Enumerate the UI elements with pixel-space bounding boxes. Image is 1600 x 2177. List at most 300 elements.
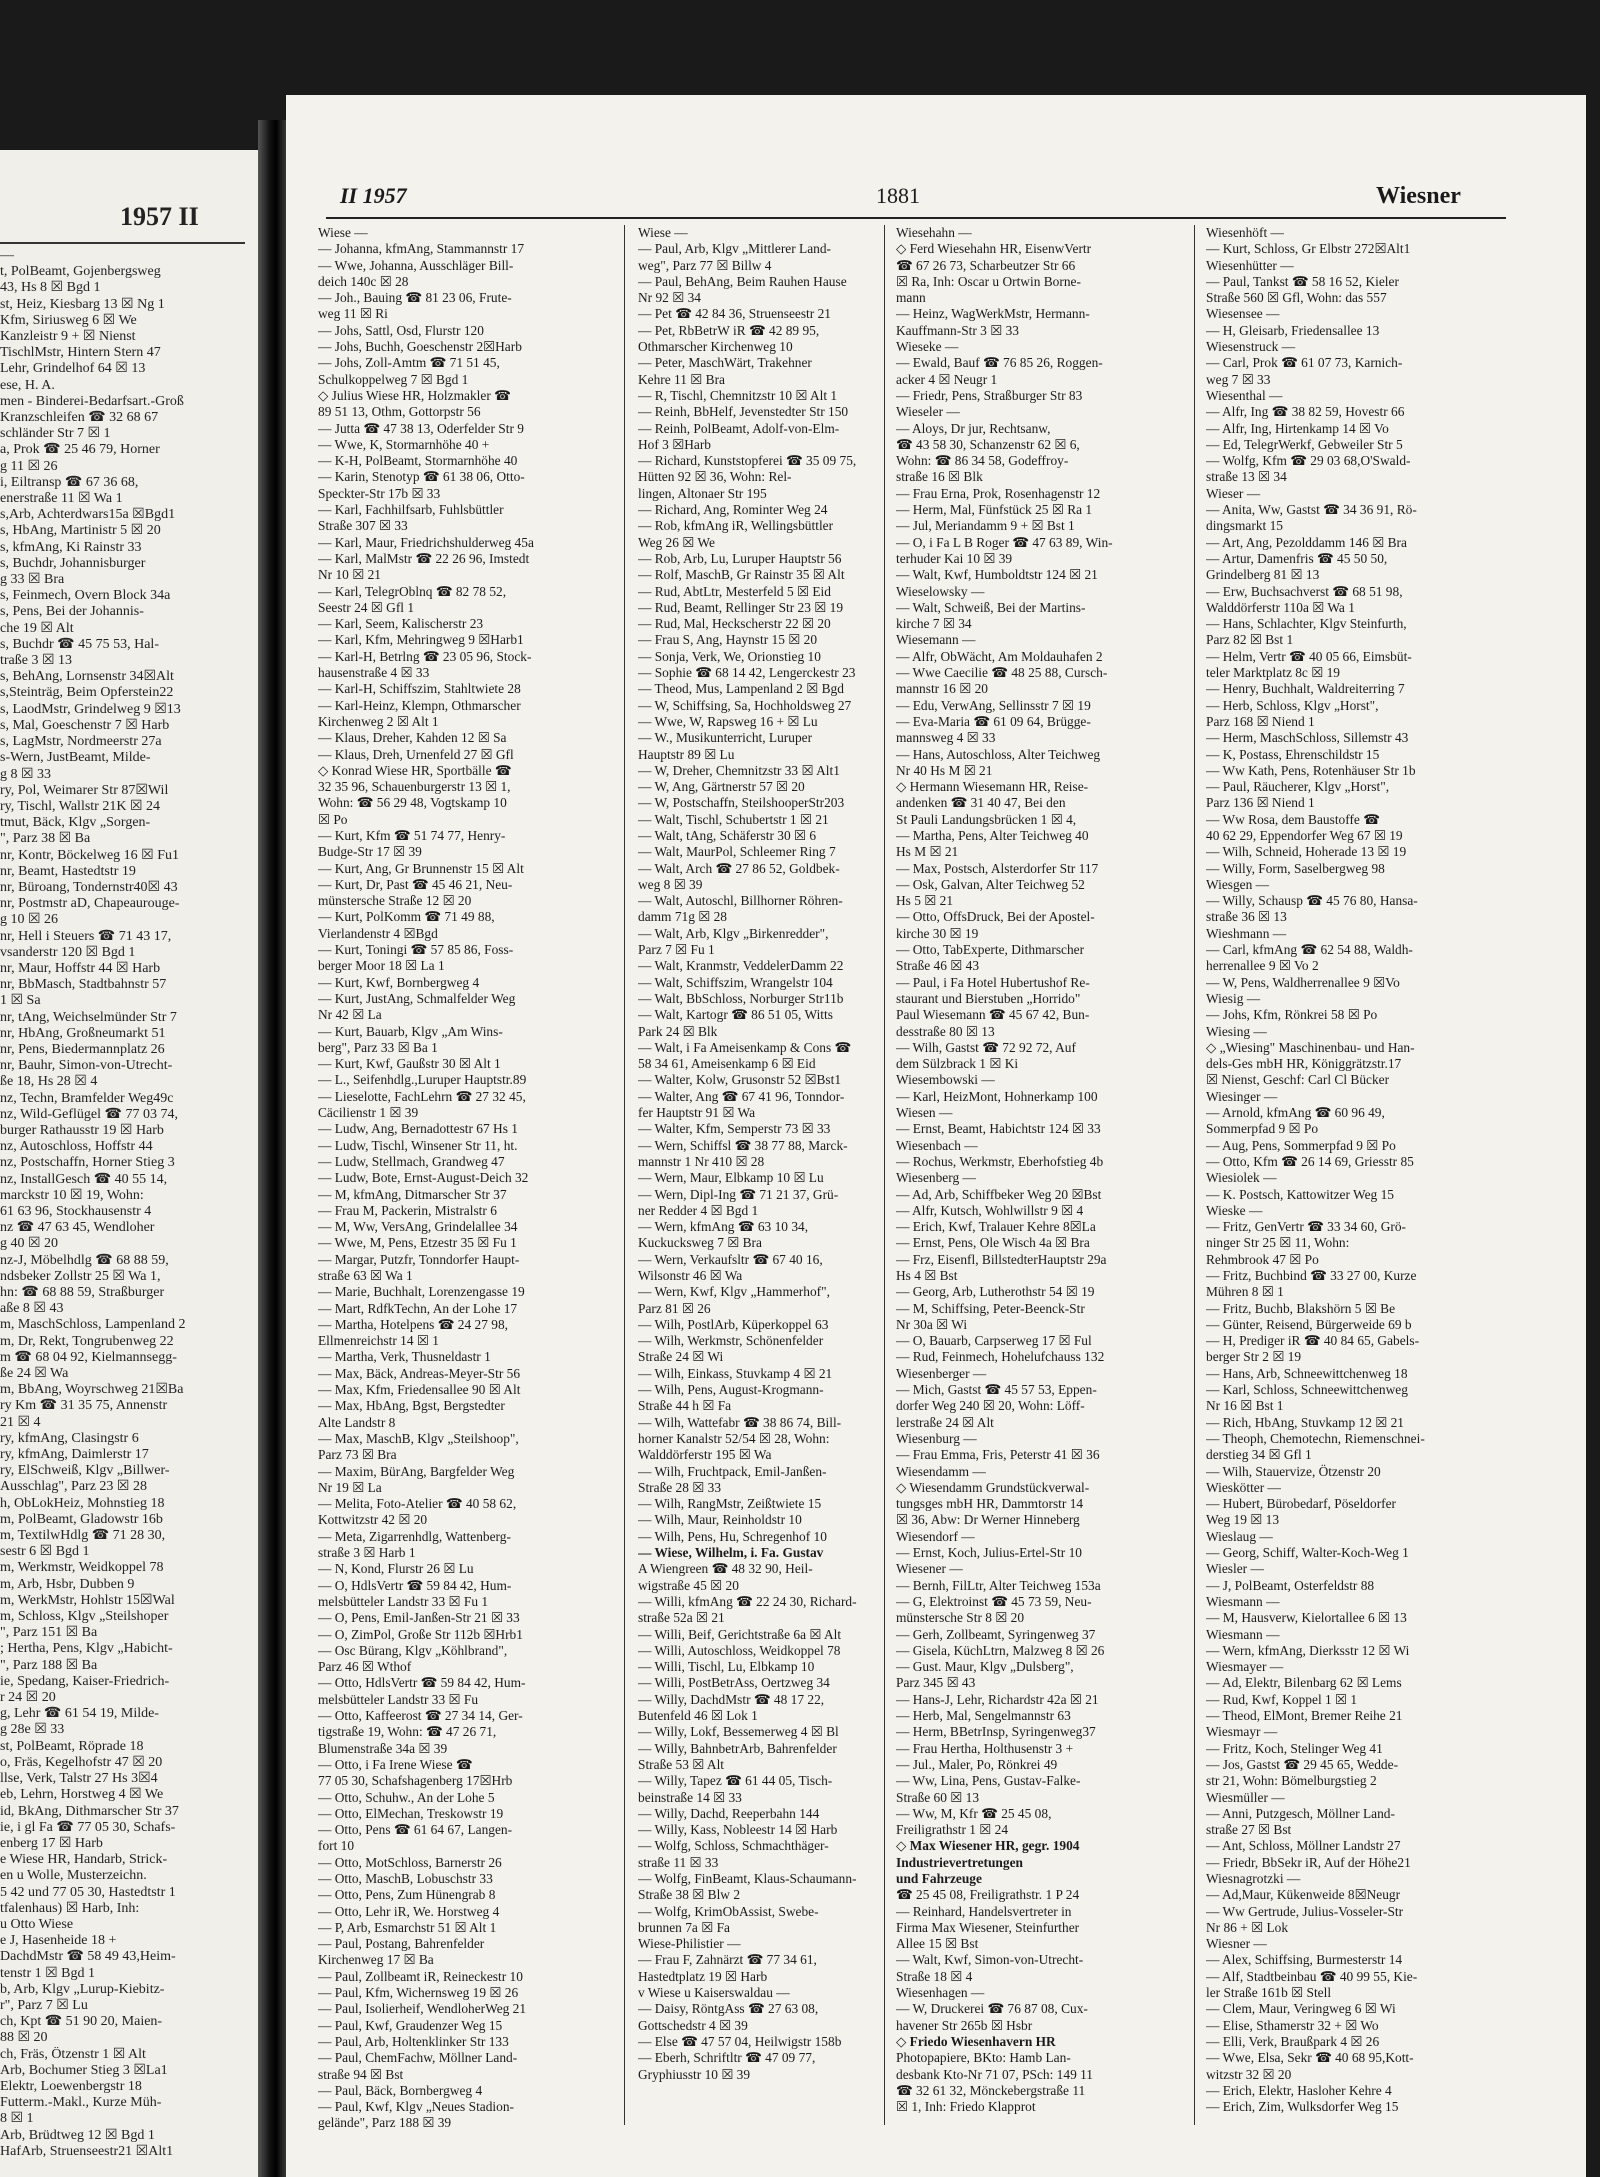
- directory-entry-line: — Rob, kfmAng iR, Wellingsbüttler: [638, 518, 834, 534]
- directory-entry-line: nz, Techn, Bramfelder Weg49c: [0, 1090, 174, 1106]
- directory-entry-line: — Wilh, Gastst ☎ 72 92 72, Auf: [896, 1039, 1076, 1055]
- directory-entry-line: — Ww Rosa, dem Baustoffe ☎: [1206, 811, 1380, 827]
- directory-entry-line: — Ad, Arb, Schiffbeker Weg 20 ☒Bst: [896, 1186, 1102, 1202]
- directory-entry-line: Straße 24 ☒ Wi: [638, 1349, 724, 1365]
- directory-column-3: [896, 225, 1196, 2115]
- directory-entry-line: — Margar, Putzfr, Tonndorfer Haupt-: [318, 1251, 520, 1267]
- left-page: [0, 150, 260, 2177]
- directory-entry-line: Nr 30a ☒ Wi: [896, 1316, 968, 1332]
- directory-entry-line: ☎ 67 26 73, Scharbeutzer Str 66: [896, 257, 1076, 273]
- directory-entry-line: 61 63 96, Stockhausenstr 4: [0, 1203, 152, 1219]
- directory-entry-line: — Walter, Ang ☎ 67 41 96, Tonndor-: [638, 1088, 845, 1104]
- directory-entry-line: — Wern, Kwf, Klgv „Hammerhof",: [638, 1284, 830, 1300]
- directory-entry-line: — Friedr, Pens, Straßburger Str 83: [896, 387, 1083, 403]
- directory-entry-line: — Ad,Maur, Kükenweide 8☒Neugr: [1206, 1887, 1401, 1903]
- directory-entry-line: — Alf, Stadtbeinbau ☎ 40 99 55, Kie-: [1206, 1968, 1418, 1984]
- directory-entry-line: — Willy, Schausp ☎ 45 76 80, Hansa-: [1206, 893, 1418, 909]
- directory-entry-line: — Otto, ElMechan, Treskowstr 19: [318, 1805, 504, 1821]
- directory-entry-line: Straße 46 ☒ 43: [896, 958, 980, 974]
- directory-entry-line: — Alfr, Ing, Hirtenkamp 14 ☒ Vo: [1206, 420, 1389, 436]
- directory-entry-line: — Walt, Kartogr ☎ 86 51 05, Witts: [638, 1007, 833, 1023]
- directory-entry-line: münstersche Str 8 ☒ 20: [896, 1610, 1025, 1626]
- directory-entry-line: — Clem, Maur, Veringweg 6 ☒ Wi: [1206, 2001, 1396, 2017]
- directory-entry-line: — Otto, MaschB, Lobuschstr 33: [318, 1870, 493, 1886]
- directory-entry-line: 77 05 30, Schafshagenberg 17☒Hrb: [318, 1773, 513, 1789]
- directory-entry-line: — Walt, Kranmstr, VeddelerDamm 22: [638, 958, 844, 974]
- directory-entry-line: horner Kanalstr 52/54 ☒ 28, Wohn:: [638, 1430, 830, 1446]
- directory-entry-line: — Otto, Pens ☎ 61 64 67, Langen-: [318, 1822, 513, 1838]
- directory-entry-line: — Heinz, WagWerkMstr, Hermann-: [896, 306, 1090, 322]
- directory-entry-line: s, Pens, Bei der Johannis-: [0, 604, 144, 620]
- directory-entry-line: Straße 307 ☒ 33: [318, 518, 408, 534]
- directory-entry-line: — Klaus, Dreh, Urnenfeld 27 ☒ Gfl: [318, 746, 514, 762]
- directory-entry-line: — Paul, ChemFachw, Möllner Land-: [318, 2050, 518, 2066]
- directory-entry-line: ◇ Ferd Wiesehahn HR, EisenwVertr: [896, 241, 1092, 257]
- directory-entry-line: s, LaodMstr, Grindelweg 9 ☒13: [0, 701, 181, 717]
- directory-entry-line: s,Steinträg, Beim Opferstein22: [0, 685, 174, 701]
- directory-entry-line: — Maxim, BürAng, Bargfelder Weg: [318, 1463, 515, 1479]
- directory-entry-line: — M, Hausverw, Kielortallee 6 ☒ 13: [1206, 1610, 1407, 1626]
- directory-entry-line: — Marie, Buchhalt, Lorenzengasse 19: [318, 1284, 525, 1300]
- directory-entry-line: — Rich, HbAng, Stuvkamp 12 ☒ 21: [1206, 1414, 1404, 1430]
- directory-entry-line: — Johs, Buchh, Goeschenstr 2☒Harb: [318, 339, 522, 355]
- directory-entry-line: traße 3 ☒ 13: [0, 653, 73, 669]
- directory-entry-line: — Alfr, ObWächt, Am Moldauhafen 2: [896, 648, 1103, 664]
- directory-entry-line: h, ObLokHeiz, Mohnstieg 18: [0, 1495, 165, 1511]
- directory-entry-line: — G, Elektroinst ☎ 45 73 59, Neu-: [896, 1593, 1092, 1609]
- directory-entry-line: — Wilh, Werkmstr, Schönenfelder: [638, 1333, 824, 1349]
- directory-entry-line: — Walt, Kwf, Simon-von-Utrecht-: [896, 1952, 1084, 1968]
- directory-entry-line: ", Parz 38 ☒ Ba: [0, 831, 91, 847]
- directory-entry-line: — Paul, Bäck, Bornbergweg 4: [318, 2082, 483, 2098]
- directory-entry-line: Parz 136 ☒ Niend 1: [1206, 795, 1315, 811]
- directory-entry-line: i, Eiltransp ☎ 67 36 68,: [0, 474, 139, 490]
- directory-entry-line: — Paul, Arb, Holtenklinker Str 133: [318, 2033, 509, 2049]
- directory-entry-line: — Martha, Pens, Alter Teichweg 40: [896, 827, 1089, 843]
- directory-entry-line: — Wiese, Wilhelm, i. Fa. Gustav: [638, 1545, 824, 1561]
- directory-entry-line: — Eva-Maria ☎ 61 09 64, Brügge-: [896, 713, 1091, 729]
- directory-entry-line: herrenallee 9 ☒ Vo 2: [1206, 958, 1319, 974]
- directory-entry-line: Wiesmüller —: [1206, 1789, 1285, 1805]
- directory-entry-line: hausenstraße 4 ☒ 33: [318, 665, 430, 681]
- directory-entry-line: weg 11 ☒ Ri: [318, 306, 388, 322]
- directory-column-2: [638, 225, 938, 2083]
- directory-entry-line: Parz 46 ☒ Wthof: [318, 1659, 412, 1675]
- directory-entry-line: 88 ☒ 20: [0, 2030, 48, 2046]
- directory-entry-line: ☒ 1, Inh: Friedo Klapprot: [896, 2099, 1036, 2115]
- directory-entry-line: — Ludw, Bote, Ernst-August-Deich 32: [318, 1170, 529, 1186]
- directory-entry-line: — N, Kond, Flurstr 26 ☒ Lu: [318, 1561, 474, 1577]
- directory-entry-line: terhuder Kai 10 ☒ 39: [896, 550, 1013, 566]
- directory-entry-line: — Wilh, Wattefabr ☎ 38 86 74, Bill-: [638, 1414, 842, 1430]
- directory-entry-line: e J, Hasenheide 18 +: [0, 1933, 117, 1949]
- directory-entry-line: — P, Arb, Esmarchstr 51 ☒ Alt 1: [318, 1919, 497, 1935]
- directory-entry-line: ☒ 36, Abw: Dr Werner Hinneberg: [896, 1512, 1080, 1528]
- directory-entry-line: g 28e ☒ 33: [0, 1722, 65, 1738]
- directory-entry-line: Nr 42 ☒ La: [318, 1007, 382, 1023]
- directory-entry-line: — Wern, Schiffsl ☎ 38 77 88, Marck-: [638, 1137, 848, 1153]
- directory-entry-line: — Wern, Maur, Elbkamp 10 ☒ Lu: [638, 1170, 824, 1186]
- directory-entry-line: — Paul, i Fa Hotel Hubertushof Re-: [896, 974, 1090, 990]
- directory-entry-line: Mühren 8 ☒ 1: [1206, 1284, 1284, 1300]
- directory-entry-line: — Paul, Kwf, Klgv „Neues Stadion-: [318, 2099, 514, 2115]
- directory-entry-line: — Ludw, Ang, Bernadottestr 67 Hs 1: [318, 1121, 518, 1137]
- directory-entry-line: — Herb, Schloss, Klgv „Horst",: [1206, 697, 1379, 713]
- directory-entry-line: und Fahrzeuge: [896, 1870, 982, 1886]
- directory-entry-line: — Gisela, KüchLtrn, Malzweg 8 ☒ 26: [896, 1642, 1105, 1658]
- directory-entry-line: DachdMstr ☎ 58 49 43,Heim-: [0, 1949, 176, 1965]
- directory-entry-line: berger Str 2 ☒ 19: [1206, 1349, 1302, 1365]
- directory-entry-line: enberg 17 ☒ Harb: [0, 1835, 103, 1851]
- directory-entry-line: staurant und Bierstuben „Horrido": [896, 990, 1081, 1006]
- directory-entry-line: men - Binderei-Bedarfsart.-Groß: [0, 393, 184, 409]
- book-gutter: [258, 120, 288, 2177]
- directory-entry-line: Parz 7 ☒ Fu 1: [638, 942, 715, 958]
- directory-entry-line: — Willy, Tapez ☎ 61 44 05, Tisch-: [638, 1773, 833, 1789]
- directory-entry-line: — Otto, Pens, Zum Hünengrab 8: [318, 1887, 496, 1903]
- directory-entry-line: desstraße 80 ☒ 13: [896, 1023, 995, 1039]
- directory-entry-line: — Frau Erna, Prok, Rosenhagenstr 12: [896, 485, 1101, 501]
- directory-entry-line: Kehre 11 ☒ Bra: [638, 371, 725, 387]
- directory-entry-line: nr, Maur, Hoffstr 44 ☒ Harb: [0, 960, 161, 976]
- directory-entry-line: — H, Gleisarb, Friedensallee 13: [1206, 322, 1380, 338]
- directory-entry-line: ; Hertha, Pens, Klgv „Habicht-: [0, 1641, 173, 1657]
- directory-entry-line: — Elise, Sthamerstr 32 + ☒ Wo: [1206, 2017, 1379, 2033]
- directory-entry-line: ◇ Konrad Wiese HR, Sportbälle ☎: [318, 762, 512, 778]
- directory-entry-line: g 11 ☒ 26: [0, 458, 58, 474]
- directory-entry-line: — Sonja, Verk, We, Orionstieg 10: [638, 648, 821, 664]
- directory-entry-line: g, Lehr ☎ 61 54 19, Milde-: [0, 1706, 159, 1722]
- directory-entry-line: e Wiese HR, Handarb, Strick-: [0, 1852, 168, 1868]
- directory-entry-line: mann: [896, 290, 926, 306]
- directory-entry-line: Hs 5 ☒ 21: [896, 893, 954, 909]
- directory-entry-line: Kottwitzstr 42 ☒ 20: [318, 1512, 428, 1528]
- left-page-header: 1957 II: [120, 202, 199, 231]
- directory-entry-line: — Alex, Schiffsing, Burmesterstr 14: [1206, 1952, 1403, 1968]
- directory-entry-line: straße 16 ☒ Blk: [896, 469, 983, 485]
- directory-entry-line: — Theod, Mus, Lampenland 2 ☒ Bgd: [638, 681, 844, 697]
- directory-entry-line: — Karl-H, Schiffszim, Stahltwiete 28: [318, 681, 521, 697]
- directory-entry-line: Straße 53 ☒ Alt: [638, 1756, 725, 1772]
- directory-entry-line: llse, Verk, Talstr 27 Hs 3☒4: [0, 1771, 158, 1787]
- directory-entry-line: — Ww Kath, Pens, Rotenhäuser Str 1b: [1206, 762, 1416, 778]
- directory-entry-line: Hs 4 ☒ Bst: [896, 1268, 958, 1283]
- directory-entry-line: — Willy, Form, Saselbergweg 98: [1206, 860, 1385, 876]
- directory-entry-line: u Otto Wiese: [0, 1916, 74, 1932]
- directory-entry-line: Kuckucksweg 7 ☒ Bra: [638, 1235, 762, 1251]
- directory-entry-line: — Fritz, Buchb, Blakshörn 5 ☒ Be: [1206, 1300, 1396, 1316]
- directory-entry-line: ☎ 32 61 32, Mönckebergstraße 11: [896, 2082, 1086, 2098]
- directory-entry-line: v Wiese u Kaiserswaldau —: [638, 1985, 790, 2001]
- directory-entry-line: nr, Bauhr, Simon-von-Utrecht-: [0, 1058, 173, 1074]
- directory-entry-line: — Paul, Arb, Klgv „Mittlerer Land-: [638, 241, 832, 257]
- directory-entry-line: gelände", Parz 188 ☒ 39: [318, 2115, 452, 2131]
- directory-entry-line: Wiesiolek —: [1206, 1170, 1277, 1186]
- directory-entry-line: — Anni, Putzgesch, Möllner Land-: [1206, 1805, 1395, 1821]
- directory-entry-line: — Rud, Kwf, Koppel 1 ☒ 1: [1206, 1691, 1358, 1707]
- directory-entry-line: — O, Bauarb, Carpserweg 17 ☒ Ful: [896, 1333, 1092, 1349]
- directory-entry-line: Hs M ☒ 21: [896, 844, 959, 860]
- directory-entry-line: — Willi, PostBetrAss, Oertzweg 34: [638, 1675, 830, 1691]
- directory-entry-line: — Ernst, Koch, Julius-Ertel-Str 10: [896, 1545, 1082, 1561]
- directory-entry-line: — Karl, MalMstr ☎ 22 26 96, Imstedt: [318, 550, 530, 566]
- directory-entry-line: deich 140c ☒ 28: [318, 273, 409, 289]
- directory-entry-line: — Mich, Gastst ☎ 45 57 53, Eppen-: [896, 1382, 1097, 1398]
- directory-entry-line: ◇ Julius Wiese HR, Holzmakler ☎: [318, 387, 511, 403]
- directory-entry-line: Wiesenburg —: [896, 1430, 977, 1446]
- directory-entry-line: — Sophie ☎ 68 14 42, Lengerckestr 23: [638, 665, 856, 681]
- directory-entry-line: Lehr, Grindelhof 64 ☒ 13: [0, 361, 146, 377]
- directory-entry-line: ry, kfmAng, Clasingstr 6: [0, 1430, 139, 1446]
- directory-entry-line: — Ww, Lina, Pens, Gustav-Falke-: [896, 1773, 1081, 1789]
- directory-entry-line: Wiesner —: [1206, 1936, 1267, 1952]
- directory-entry-line: havener Str 265b ☒ Hsbr: [896, 2017, 1033, 2033]
- directory-entry-line: str 21, Wohn: Bömelburgstieg 2: [1206, 1773, 1377, 1789]
- directory-entry-line: s, Feinmech, Overn Block 34a: [0, 588, 171, 604]
- directory-entry-line: derstieg 34 ☒ Gfl 1: [1206, 1447, 1312, 1463]
- directory-entry-line: 43, Hs 8 ☒ Bgd 1: [0, 280, 101, 296]
- directory-entry-line: — Frau S, Ang, Haynstr 15 ☒ 20: [638, 632, 818, 648]
- directory-entry-line: — Walt, Arb, Klgv „Birkenredder",: [638, 925, 829, 941]
- column-divider: [884, 225, 885, 2125]
- directory-entry-line: — Wwe, Elsa, Sekr ☎ 40 68 95,Kott-: [1206, 2050, 1414, 2066]
- directory-entry-line: — Wwe, W, Rapsweg 16 + ☒ Lu: [638, 713, 818, 729]
- directory-entry-line: Wieshmann —: [1206, 925, 1287, 941]
- directory-entry-line: — Walt, i Fa Ameisenkamp & Cons ☎: [638, 1039, 852, 1055]
- directory-entry-line: — Wilh, Pens, Hu, Schregenhof 10: [638, 1528, 827, 1544]
- directory-entry-line: — Wwe Caecilie ☎ 48 25 88, Cursch-: [896, 665, 1108, 681]
- directory-entry-line: straße 3 ☒ Harb 1: [318, 1545, 416, 1561]
- directory-entry-line: — Walt, BbSchloss, Norburger Str11b: [638, 990, 844, 1006]
- directory-entry-line: ie, Spedang, Kaiser-Friedrich-: [0, 1673, 170, 1689]
- directory-entry-line: Futterm.-Makl., Kurze Müh-: [0, 2095, 162, 2111]
- directory-entry-line: st, PolBeamt, Röprade 18: [0, 1738, 144, 1754]
- directory-entry-line: — K. Postsch, Kattowitzer Weg 15: [1206, 1186, 1394, 1202]
- directory-entry-line: — Walt, Tischl, Schubertstr 1 ☒ 21: [638, 811, 829, 827]
- directory-entry-line: Parz 73 ☒ Bra: [318, 1447, 397, 1463]
- directory-entry-line: nr, Hell i Steuers ☎ 71 43 17,: [0, 928, 172, 944]
- directory-entry-line: — Wolfg, Schloss, Schmachthäger-: [638, 1838, 829, 1854]
- directory-entry-line: id, BkAng, Dithmarscher Str 37: [0, 1803, 179, 1819]
- directory-entry-line: — Jul., Maler, Po, Rönkrei 49: [896, 1756, 1058, 1772]
- directory-entry-line: — Otto, i Fa Irene Wiese ☎: [318, 1756, 473, 1772]
- directory-entry-line: — Paul, Tankst ☎ 58 16 52, Kieler: [1206, 273, 1399, 289]
- directory-entry-line: —: [0, 248, 14, 263]
- directory-entry-line: — Karl-Heinz, Klempn, Othmarscher: [318, 697, 521, 713]
- directory-entry-line: — Walt, Schiffszim, Wrangelstr 104: [638, 974, 833, 990]
- directory-entry-line: s-Wern, JustBeamt, Milde-: [0, 750, 151, 766]
- directory-entry-line: ", Parz 188 ☒ Ba: [0, 1657, 98, 1673]
- directory-entry-line: tigstraße 19, Wohn: ☎ 47 26 71,: [318, 1724, 497, 1740]
- directory-entry-line: — Wolfg, KrimObAssist, Swebe-: [638, 1903, 819, 1919]
- directory-entry-line: lingen, Altonaer Str 195: [638, 485, 767, 501]
- directory-entry-line: — Kurt, Kwf, Bornbergweg 4: [318, 974, 480, 990]
- directory-entry-line: Wiesmann —: [1206, 1626, 1280, 1642]
- directory-entry-line: — Rud, Mal, Heckscherstr 22 ☒ 20: [638, 616, 831, 632]
- directory-entry-line: — Otto, HdlsVertr ☎ 59 84 42, Hum-: [318, 1675, 526, 1691]
- directory-entry-line: Hastedtplatz 19 ☒ Harb: [638, 1968, 768, 1984]
- directory-entry-line: nr, Pens, Biedermannplatz 26: [0, 1041, 165, 1057]
- directory-entry-line: a, Prok ☎ 25 46 79, Horner: [0, 442, 160, 458]
- directory-entry-line: Kranzschleifen ☎ 32 68 67: [0, 410, 159, 426]
- directory-entry-line: — Frau Hertha, Holthusenstr 3 +: [896, 1740, 1074, 1756]
- directory-entry-line: — Otto, Kaffeerost ☎ 27 34 14, Ger-: [318, 1708, 523, 1724]
- directory-entry-line: — Otto, Lehr iR, We. Horstweg 4: [318, 1903, 500, 1919]
- directory-entry-line: ", Parz 151 ☒ Ba: [0, 1625, 98, 1641]
- directory-entry-line: — Wilh, Pens, August-Krogmann-: [638, 1382, 824, 1398]
- page-number: 1881: [876, 183, 920, 208]
- directory-entry-line: — Wilh, Fruchtpack, Emil-Janßen-: [638, 1463, 827, 1479]
- directory-entry-line: brunnen 7a ☒ Fa: [638, 1919, 730, 1935]
- directory-entry-line: TischlMstr, Hintern Stern 47: [0, 345, 161, 361]
- directory-entry-line: St Pauli Landungsbrücken 1 ☒ 4,: [896, 811, 1077, 827]
- directory-entry-line: ☒ Po: [318, 811, 348, 827]
- directory-entry-line: — Art, Ang, Pezolddamm 146 ☒ Bra: [1206, 534, 1407, 550]
- directory-entry-line: — Melita, Foto-Atelier ☎ 40 58 62,: [318, 1496, 517, 1512]
- directory-entry-line: ninger Str 25 ☒ 11, Wohn:: [1206, 1235, 1350, 1251]
- directory-entry-line: ☎ 43 58 30, Schanzenstr 62 ☒ 6,: [896, 436, 1080, 452]
- directory-column-1: [318, 225, 618, 2132]
- directory-entry-line: — Wilh, RangMstr, Zeißtwiete 15: [638, 1496, 822, 1512]
- directory-entry-line: burger Rathausstr 19 ☒ Harb: [0, 1122, 164, 1138]
- directory-entry-line: Walddörferstr 195 ☒ Wa: [638, 1447, 772, 1463]
- directory-entry-line: desbank Kto-Nr 71 07, PSch: 149 11: [896, 2066, 1094, 2082]
- directory-entry-line: wigstraße 45 ☒ 20: [638, 1577, 739, 1593]
- directory-entry-line: Ausschlag", Parz 23 ☒ 28: [0, 1479, 147, 1495]
- directory-entry-line: — Bernh, FilLtr, Alter Teichweg 153a: [896, 1577, 1101, 1593]
- directory-entry-line: Gryphiusstr 10 ☒ 39: [638, 2066, 751, 2082]
- directory-entry-line: — Walter, Kfm, Semperstr 73 ☒ 33: [638, 1121, 831, 1137]
- directory-entry-line: m, WerkMstr, Hohlstr 15☒Wal: [0, 1592, 175, 1608]
- directory-entry-line: — Aug, Pens, Sommerpfad 9 ☒ Po: [1206, 1137, 1396, 1153]
- directory-entry-line: ◇ Max Wiesener HR, gegr. 1904: [896, 1838, 1080, 1854]
- directory-entry-line: m, Werkmstr, Weidkoppel 78: [0, 1560, 164, 1576]
- directory-entry-line: g 10 ☒ 26: [0, 912, 59, 928]
- directory-entry-line: — Günter, Reisend, Bürgerweide 69 b: [1206, 1316, 1412, 1332]
- directory-entry-line: nz ☎ 47 63 45, Wendloher: [0, 1220, 155, 1236]
- directory-entry-line: — M, Ww, VersAng, Grindelallee 34: [318, 1219, 518, 1235]
- directory-entry-line: — Rud, AbtLtr, Mesterfeld 5 ☒ Eid: [638, 583, 831, 599]
- directory-entry-line: dorfer Weg 240 ☒ 20, Wohn: Löff-: [896, 1398, 1085, 1414]
- directory-entry-line: — O, Pens, Emil-Janßen-Str 21 ☒ 33: [318, 1610, 520, 1626]
- directory-entry-line: ☎ 25 45 08, Freiligrathstr. 1 P 24: [896, 1887, 1080, 1903]
- directory-entry-line: — Martha, Hotelpens ☎ 24 27 98,: [318, 1316, 508, 1332]
- directory-entry-line: — Pet, RbBetrW iR ☎ 42 89 95,: [638, 322, 820, 338]
- directory-entry-line: m, Dr, Rekt, Tongrubenweg 22: [0, 1333, 174, 1349]
- directory-entry-line: Weg 19 ☒ 13: [1206, 1512, 1280, 1528]
- directory-entry-line: — Artur, Damenfris ☎ 45 50 50,: [1206, 550, 1388, 566]
- directory-entry-line: Wiesenbach —: [896, 1137, 978, 1153]
- directory-entry-line: — Willy, Kass, Nobleestr 14 ☒ Harb: [638, 1822, 838, 1838]
- directory-entry-line: ◇ „Wiesing" Maschinenbau- und Han-: [1206, 1039, 1415, 1055]
- directory-entry-line: m, MaschSchloss, Lampenland 2: [0, 1317, 186, 1333]
- directory-entry-line: 8 ☒ 1: [0, 2111, 34, 2127]
- directory-entry-line: melsbütteler Landstr 33 ☒ Fu 1: [318, 1593, 489, 1609]
- directory-entry-line: — Reinh, BbHelf, Jevenstedter Str 150: [638, 404, 849, 420]
- directory-entry-line: Firma Max Wiesener, Steinfurther: [896, 1919, 1080, 1935]
- directory-entry-line: Wiesenberg —: [896, 1170, 976, 1186]
- directory-entry-line: — Erich, Elektr, Hasloher Kehre 4: [1206, 2082, 1392, 2098]
- directory-entry-line: — Willi, Tischl, Lu, Elbkamp 10: [638, 1659, 815, 1675]
- column-divider: [1194, 225, 1195, 2125]
- directory-entry-line: — Rob, Arb, Lu, Luruper Hauptstr 56: [638, 550, 842, 566]
- directory-entry-line: — Osc Bürang, Klgv „Köhlbrand",: [318, 1642, 508, 1658]
- directory-entry-line: — Fritz, GenVertr ☎ 33 34 60, Grö-: [1206, 1219, 1407, 1235]
- directory-entry-line: — Karl, TelegrOblnq ☎ 82 78 52,: [318, 583, 507, 599]
- directory-entry-line: — Alfr, Ing ☎ 38 82 59, Hovestr 66: [1206, 404, 1405, 420]
- directory-entry-line: b, Arb, Klgv „Lurup-Kiebitz-: [0, 1981, 165, 1997]
- directory-entry-line: Butenfeld 46 ☒ Lok 1: [638, 1708, 758, 1724]
- directory-entry-line: — Willy, Lokf, Bessemerweg 4 ☒ Bl: [638, 1724, 839, 1740]
- directory-entry-line: Grindelberg 81 ☒ 13: [1206, 567, 1320, 583]
- directory-entry-line: — Johs, Kfm, Rönkrei 58 ☒ Po: [1206, 1007, 1378, 1023]
- directory-entry-line: 40 62 29, Eppendorfer Weg 67 ☒ 19: [1206, 827, 1403, 843]
- directory-entry-line: — Walt, Schweiß, Bei der Martins-: [896, 599, 1086, 615]
- left-header-rule: [0, 242, 245, 244]
- directory-entry-line: ch, Fräs, Ötzenstr 1 ☒ Alt: [0, 2046, 146, 2062]
- directory-entry-line: en u Wolle, Musterzeichn.: [0, 1868, 147, 1884]
- directory-entry-line: ße 24 ☒ Wa: [0, 1366, 69, 1382]
- directory-entry-line: — Karin, Stenotyp ☎ 61 38 06, Otto-: [318, 469, 525, 485]
- directory-entry-line: ◇ Wiesendamm Grundstückverwal-: [896, 1479, 1090, 1495]
- directory-entry-line: Sommerpfad 9 ☒ Po: [1206, 1121, 1319, 1137]
- directory-entry-line: s, BehAng, Lornsenstr 34☒Alt: [0, 669, 174, 685]
- directory-entry-line: — Edu, VerwAng, Sellinsstr 7 ☒ 19: [896, 697, 1091, 713]
- directory-entry-line: — Kurt, JustAng, Schmalfelder Weg: [318, 990, 516, 1006]
- directory-entry-line: che 19 ☒ Alt: [0, 620, 74, 636]
- directory-entry-line: — Walt, Arch ☎ 27 86 52, Goldbek-: [638, 860, 840, 876]
- directory-entry-line: Wiesener —: [896, 1561, 963, 1577]
- directory-entry-line: Wiesenthal —: [1206, 387, 1283, 403]
- directory-entry-line: dingsmarkt 15: [1206, 518, 1283, 534]
- directory-entry-line: Wiesen —: [896, 1105, 953, 1121]
- directory-entry-line: — Georg, Schiff, Walter-Koch-Weg 1: [1206, 1545, 1409, 1561]
- directory-entry-line: Wiesehahn —: [896, 225, 972, 240]
- directory-entry-line: beinstraße 14 ☒ 33: [638, 1789, 742, 1805]
- directory-entry-line: Wiesnagrotzki —: [1206, 1870, 1301, 1886]
- directory-entry-line: weg 8 ☒ 39: [638, 876, 703, 892]
- directory-entry-line: nr, Kontr, Böckelweg 16 ☒ Fu1: [0, 847, 180, 863]
- directory-entry-line: — Herm, Mal, Fünfstück 25 ☒ Ra 1: [896, 502, 1093, 518]
- directory-entry-line: Hof 3 ☒Harb: [638, 436, 711, 452]
- directory-entry-line: m, TextilwHdlg ☎ 71 28 30,: [0, 1528, 166, 1544]
- directory-entry-line: — Wolfg, Kfm ☎ 29 03 68,O'Swald-: [1206, 453, 1411, 469]
- directory-entry-line: — Max, HbAng, Bgst, Bergstedter: [318, 1398, 505, 1414]
- directory-entry-line: — Willy, Dachd, Reeperbahn 144: [638, 1805, 820, 1821]
- directory-entry-line: enerstraße 11 ☒ Wa 1: [0, 491, 123, 507]
- directory-entry-line: Wohn: ☎ 56 29 48, Vogtskamp 10: [318, 795, 507, 811]
- directory-entry-line: Wohn: ☎ 86 34 58, Godeffroy-: [896, 453, 1069, 469]
- directory-entry-line: — Pet ☎ 42 84 36, Struenseestr 21: [638, 306, 831, 322]
- directory-entry-line: 21 ☒ 4: [0, 1414, 41, 1430]
- directory-entry-line: damm 71g ☒ 28: [638, 909, 727, 925]
- directory-entry-line: Paul Wiesemann ☎ 45 67 42, Bun-: [896, 1007, 1090, 1023]
- directory-entry-line: ◇ Hermann Wiesemann HR, Reise-: [896, 779, 1089, 795]
- directory-entry-line: nz-J, Möbelhdlg ☎ 68 88 59,: [0, 1252, 169, 1268]
- directory-entry-line: — Paul, Isolierheif, WendloherWeg 21: [318, 2001, 527, 2017]
- directory-entry-line: Gottschedstr 4 ☒ 39: [638, 2017, 748, 2033]
- directory-entry-line: teler Marktplatz 8c ☒ 19: [1206, 665, 1340, 681]
- directory-entry-line: nr, HbAng, Großneumarkt 51: [0, 1025, 166, 1041]
- directory-entry-line: Kirchenweg 2 ☒ Alt 1: [318, 713, 439, 729]
- directory-entry-line: — Walter, Kolw, Grusonstr 52 ☒Bst1: [638, 1072, 842, 1088]
- directory-entry-line: — Wilh, Einkass, Stuvkamp 4 ☒ 21: [638, 1365, 833, 1381]
- directory-entry-line: kirche 7 ☒ 34: [896, 616, 972, 632]
- directory-entry-line: Wiese-Philistier —: [638, 1936, 741, 1952]
- directory-entry-line: — Ludw, Stellmach, Grandweg 47: [318, 1153, 505, 1169]
- directory-entry-line: — Paul, BehAng, Beim Rauhen Hause: [638, 273, 847, 289]
- directory-entry-line: Straße 18 ☒ 4: [896, 1968, 973, 1984]
